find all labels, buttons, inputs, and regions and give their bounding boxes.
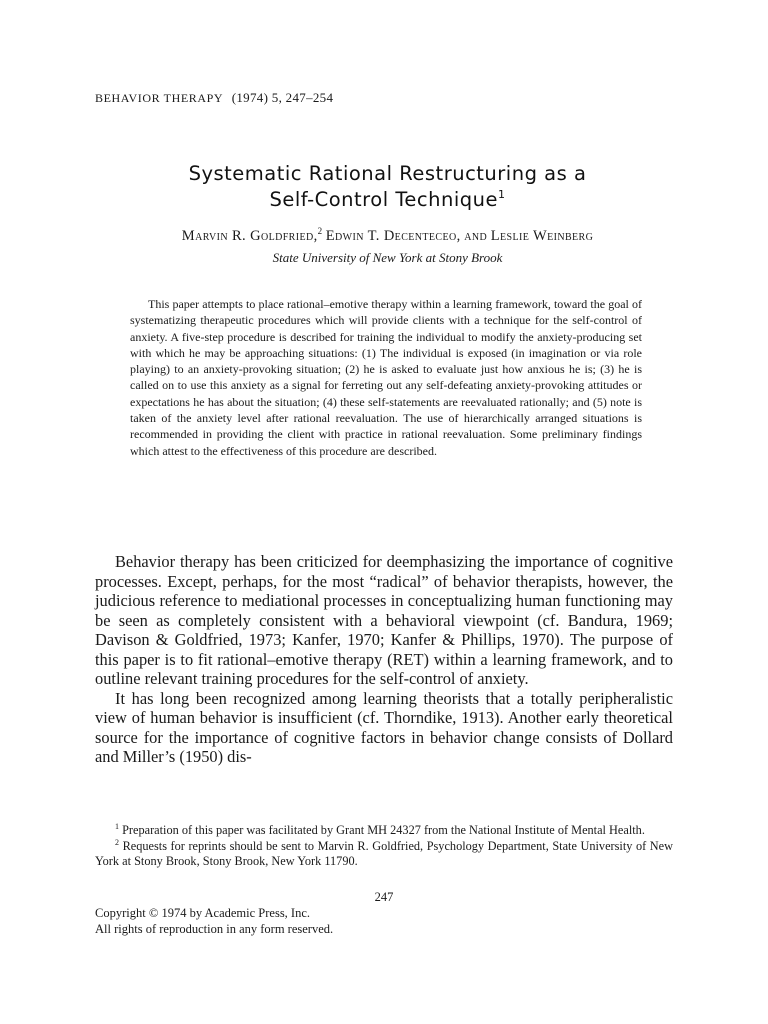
author-list: [95, 228, 680, 245]
body-paragraph-2: It has long been recognized among learning theorists that a totally peripheralistic view of human behavior is insufficient (cf. Thorndike, 1913). Another early theoretical source for the importance of cognitive factors in behavior change consists of Dollard and Miller’s (1950) dis-: [95, 688, 673, 766]
title-line-2: [95, 187, 680, 213]
author-conjunction: and: [464, 228, 488, 244]
footnote-1-text: Preparation of this paper was facilitated by Grant MH 24327 from the National Institute of Mental Health.: [122, 823, 645, 837]
journal-volume-pages: 5, 247–254: [271, 90, 334, 105]
footnote-1-mark: 1: [115, 822, 119, 831]
title-line-1: Systematic Rational Restructuring as a: [188, 162, 587, 185]
footnote-2: [95, 839, 673, 870]
journal-name: BEHAVIOR THERAPY: [95, 91, 224, 105]
body-paragraph-1: Behavior therapy has been criticized for deemphasizing the importance of cognitive processes. Except, perhaps, for the most “radical” of behavior therapists, however, the judicious reference to mediational processes in conceptualizing human functioning may be seen as completely consistent with a behavioral viewpoint (cf. Bandura, 1969; Davison & Goldfried, 1973; Kanfer, 1970; Kanfer & Phillips, 1970). The purpose of this paper is to fit rational–emotive therapy (RET) within a learning framework, and to outline relevant training procedures for the self-control of anxiety.: [95, 552, 673, 688]
title-line-2-text: Self-Control Technique: [269, 188, 498, 211]
author-3: Leslie Weinberg: [490, 228, 594, 244]
title-footnote-mark: 1: [498, 188, 506, 201]
article-title: [95, 161, 680, 213]
running-head: [95, 90, 333, 106]
affiliation: State University of New York at Stony Brook: [272, 250, 503, 265]
copyright-line-1: Copyright © 1974 by Academic Press, Inc.: [95, 906, 311, 920]
footnote-2-text: Requests for reprints should be sent to Marvin R. Goldfried, Psychology Department, State University of New York at Stony Brook, Stony Brook, New York 11790.: [95, 838, 673, 868]
page-number: 247: [374, 890, 394, 904]
author-2: Edwin T. Decenteceo,: [325, 228, 461, 244]
journal-year: (1974): [231, 90, 269, 105]
footnotes: [95, 823, 673, 870]
body-text: [95, 552, 673, 767]
author-1-footnote-mark: 2: [317, 226, 323, 236]
footnote-1: [95, 823, 673, 839]
author-1: Marvin R. Goldfried,: [181, 228, 318, 244]
abstract: This paper attempts to place rational–emotive therapy within a learning framework, toward the goal of systematizing therapeutic procedures which will provide clients with a technique for the self-control of anxiety. A five-step procedure is described for training the individual to modify the anxiety-producing set with which he may be approaching situations: (1) The individual is exposed (in imagination or via role playing) to an anxiety-provoking situation; (2) he is asked to evaluate just how anxious he is; (3) he is called on to use this anxiety as a signal for ferreting out any self-defeating anxiety-provoking attitudes or expectations he has about the situation; (4) these self-statements are reevaluated rationally; and (5) note is taken of the anxiety level after rational reevaluation. The use of hierarchically arranged situations is recommended in providing the client with practice in rational reevaluation. Some preliminary findings which attest to the effectiveness of this procedure are described.: [130, 297, 642, 458]
footnote-2-mark: 2: [115, 837, 119, 847]
copyright-notice: [95, 906, 333, 937]
copyright-line-2: All rights of reproduction in any form reserved.: [95, 921, 334, 936]
